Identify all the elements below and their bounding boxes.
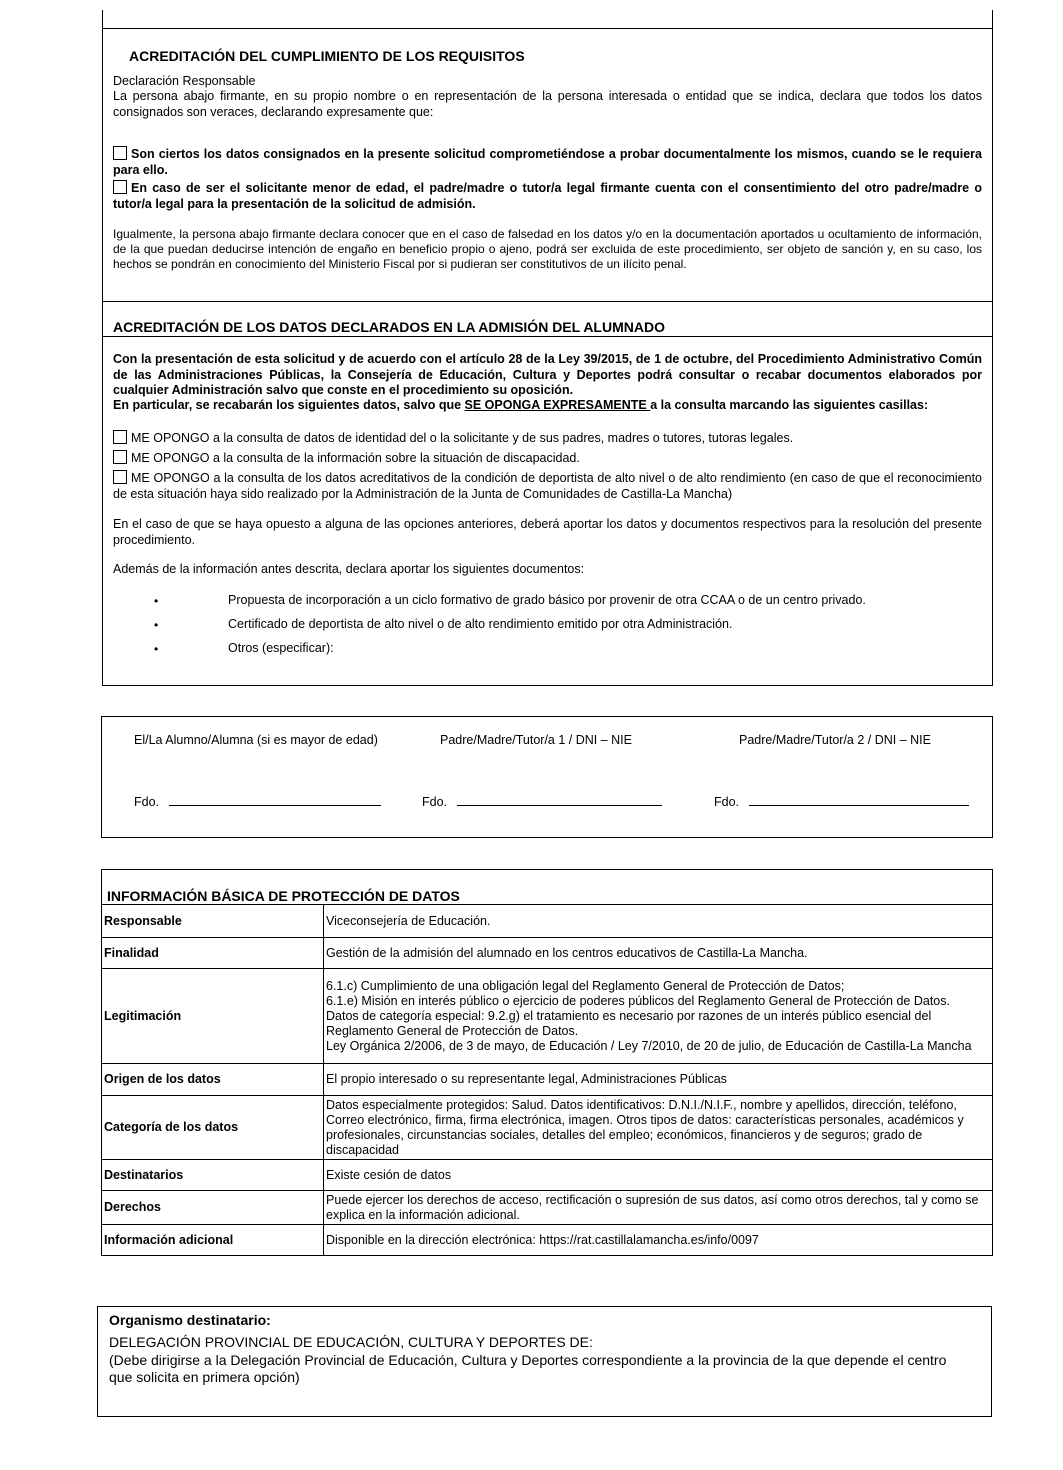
signature-field-parent-2[interactable]: Fdo. xyxy=(714,794,969,811)
datos-para-4: Además de la información antes descrita, declara aportar los siguientes documentos: xyxy=(113,562,585,576)
table-value: Existe cesión de datos xyxy=(324,1160,993,1191)
signature-line xyxy=(457,794,662,806)
bullet: • xyxy=(154,594,159,608)
signature-label-parent-1: Padre/Madre/Tutor/a 1 / DNI – NIE xyxy=(440,733,632,747)
document-item: Propuesta de incorporación a un ciclo formativo de grado básico por provenir de otra CCAA o de un centro privado. xyxy=(228,593,866,607)
organismo-line-1: DELEGACIÓN PROVINCIAL DE EDUCACIÓN, CULTURA Y DEPORTES DE: xyxy=(109,1334,593,1350)
frame-right-border xyxy=(992,10,993,686)
table-value: Viceconsejería de Educación. xyxy=(324,905,993,938)
opposition-3: ME OPONGO a la consulta de los datos acreditativos de la condición de deportista de alto nivel o de alto rendimiento (en caso de que el reconocimiento de esta situación haya sido realizado por la Administración de la Junta de Comunidades de Castilla-La Mancha) xyxy=(113,471,982,501)
datos-para-3: En el caso de que se haya opuesto a alguna de las opciones anteriores, deberá aportar los datos y documentos respectivos para la resolución del presente procedimiento. xyxy=(113,517,982,547)
declaration-check-1: Son ciertos los datos consignados en la presente solicitud comprometiéndose a probar documentalmente los mismos, cuando se le requiera para ello. xyxy=(113,147,982,177)
requisitos-warning: Igualmente, la persona abajo firmante declara conocer que en el caso de falsedad en los datos y/o en la documentación aportados u ocultamiento de información, de la que puedan deducirse intención de engaño en beneficio propio o ajeno, podrá ser excluida de este procedimiento, ser objeto de sanción y, en su caso, los hechos se pondrán en conocimiento del Ministerio Fiscal por si pudieran ser constitutivos de un ilícito penal. xyxy=(113,227,982,271)
organismo-line-2: (Debe dirigirse a la Delegación Provincial de Educación, Cultura y Deportes correspondiente a la provincia de la que depende el centro que solicita en primera opción) xyxy=(109,1352,947,1385)
table-row xyxy=(102,1191,993,1225)
table-key: Origen de los datos xyxy=(102,1064,324,1096)
table-value: Gestión de la admisión del alumnado en los centros educativos de Castilla-La Mancha. xyxy=(324,938,993,969)
document-item: Otros (especificar): xyxy=(228,641,334,655)
table-row xyxy=(102,1064,993,1096)
requisitos-title: ACREDITACIÓN DEL CUMPLIMIENTO DE LOS REQUISITOS xyxy=(129,48,525,64)
table-value: Disponible en la dirección electrónica: https://rat.castillalamancha.es/info/0097 xyxy=(324,1225,993,1256)
signature-label-student: El/La Alumno/Alumna (si es mayor de edad) xyxy=(134,733,378,747)
opposition-1: ME OPONGO a la consulta de datos de identidad del o la solicitante y de sus padres, madres o tutores, tutoras legales. xyxy=(113,430,982,447)
proteccion-title: INFORMACIÓN BÁSICA DE PROTECCIÓN DE DATOS xyxy=(107,888,460,904)
checkbox[interactable] xyxy=(113,180,127,194)
datos-para-2: En particular, se recabarán los siguientes datos, salvo que SE OPONGA EXPRESAMENTE a la consulta marcando las siguientes casillas: xyxy=(113,398,929,412)
table-key: Categoría de los datos xyxy=(102,1096,324,1160)
table-key: Finalidad xyxy=(102,938,324,969)
signature-label-parent-2: Padre/Madre/Tutor/a 2 / DNI – NIE xyxy=(739,733,931,747)
datos-title: ACREDITACIÓN DE LOS DATOS DECLARADOS EN LA ADMISIÓN DEL ALUMNADO xyxy=(113,319,665,335)
table-key: Información adicional xyxy=(102,1225,324,1256)
frame-left-border xyxy=(102,10,103,686)
table-key: Legitimación xyxy=(102,969,324,1064)
divider xyxy=(102,336,993,337)
table-key: Destinatarios xyxy=(102,1160,324,1191)
divider xyxy=(102,685,993,686)
datos-para-1: Con la presentación de esta solicitud y de acuerdo con el artículo 28 de la Ley 39/2015, de 1 de octubre, del Procedimiento Administrativo Común de las Administraciones Públicas, la Consejería de Educación, Cultura y Deportes podrá consultar o recabar documentos elaborados por cualquier Administración salvo que conste en el procedimiento su oposición. xyxy=(113,352,982,397)
table-row xyxy=(102,969,993,1064)
document-item: Certificado de deportista de alto nivel o de alto rendimiento emitido por otra Administración. xyxy=(228,617,733,631)
table-row xyxy=(102,905,993,938)
divider xyxy=(102,301,993,302)
checkbox[interactable] xyxy=(113,146,127,160)
table-value: Puede ejercer los derechos de acceso, rectificación o supresión de sus datos, así como otros derechos, tal y como se explica en la información adicional. xyxy=(324,1191,993,1225)
table-key: Derechos xyxy=(102,1191,324,1225)
signature-line xyxy=(169,794,381,806)
proteccion-table xyxy=(101,904,993,1256)
requisitos-intro: La persona abajo firmante, en su propio nombre o en representación de la persona interesada o entidad que se indica, declara que todos los datos consignados son veraces, declarando expresamente que: xyxy=(113,89,982,119)
signature-line xyxy=(749,794,969,806)
table-value: 6.1.c) Cumplimiento de una obligación legal del Reglamento General de Protección de Datos; 6.1.e) Misión en interés público o ejercicio de poderes públicos del Reglamento General de Protección de Datos. Datos de categoría especial: 9.2.g) el tratamiento es necesario por razones de un interés público esencial del Reglamento General de Protección de Datos. Ley Orgánica 2/2006, de 3 de mayo, de Educación / Ley 7/2010, de 20 de julio, de Educación de Castilla-La Mancha xyxy=(324,969,993,1064)
divider xyxy=(102,28,993,29)
checkbox[interactable] xyxy=(113,470,127,484)
opposition-2: ME OPONGO a la consulta de la información sobre la situación de discapacidad. xyxy=(113,450,982,467)
table-key: Responsable xyxy=(102,905,324,938)
table-row xyxy=(102,1160,993,1191)
requisitos-subtitle: Declaración Responsable xyxy=(113,74,256,88)
table-value: El propio interesado o su representante legal, Administraciones Públicas xyxy=(324,1064,993,1096)
bullet: • xyxy=(154,618,159,632)
organismo-title: Organismo destinatario: xyxy=(109,1312,271,1328)
table-row xyxy=(102,938,993,969)
signature-field-parent-1[interactable]: Fdo. xyxy=(422,794,662,811)
table-value: Datos especialmente protegidos: Salud. Datos identificativos: D.N.I./N.I.F., nombre y apellidos, dirección, teléfono, Correo electrónico, firma, firma electrónica, imagen. Otros tipos de datos: características personales, académicos y profesionales, circunstancias sociales, detalles del empleo; económicos, financieros y de seguros; grado de discapacidad xyxy=(324,1096,993,1160)
table-row xyxy=(102,1096,993,1160)
signature-field-student[interactable]: Fdo. xyxy=(134,794,381,811)
checkbox[interactable] xyxy=(113,430,127,444)
checkbox[interactable] xyxy=(113,450,127,464)
declaration-check-2: En caso de ser el solicitante menor de edad, el padre/madre o tutor/a legal firmante cuenta con el consentimiento del otro padre/madre o tutor/a legal para la presentación de la solicitud de admisión. xyxy=(113,181,982,211)
bullet: • xyxy=(154,642,159,656)
table-row xyxy=(102,1225,993,1256)
